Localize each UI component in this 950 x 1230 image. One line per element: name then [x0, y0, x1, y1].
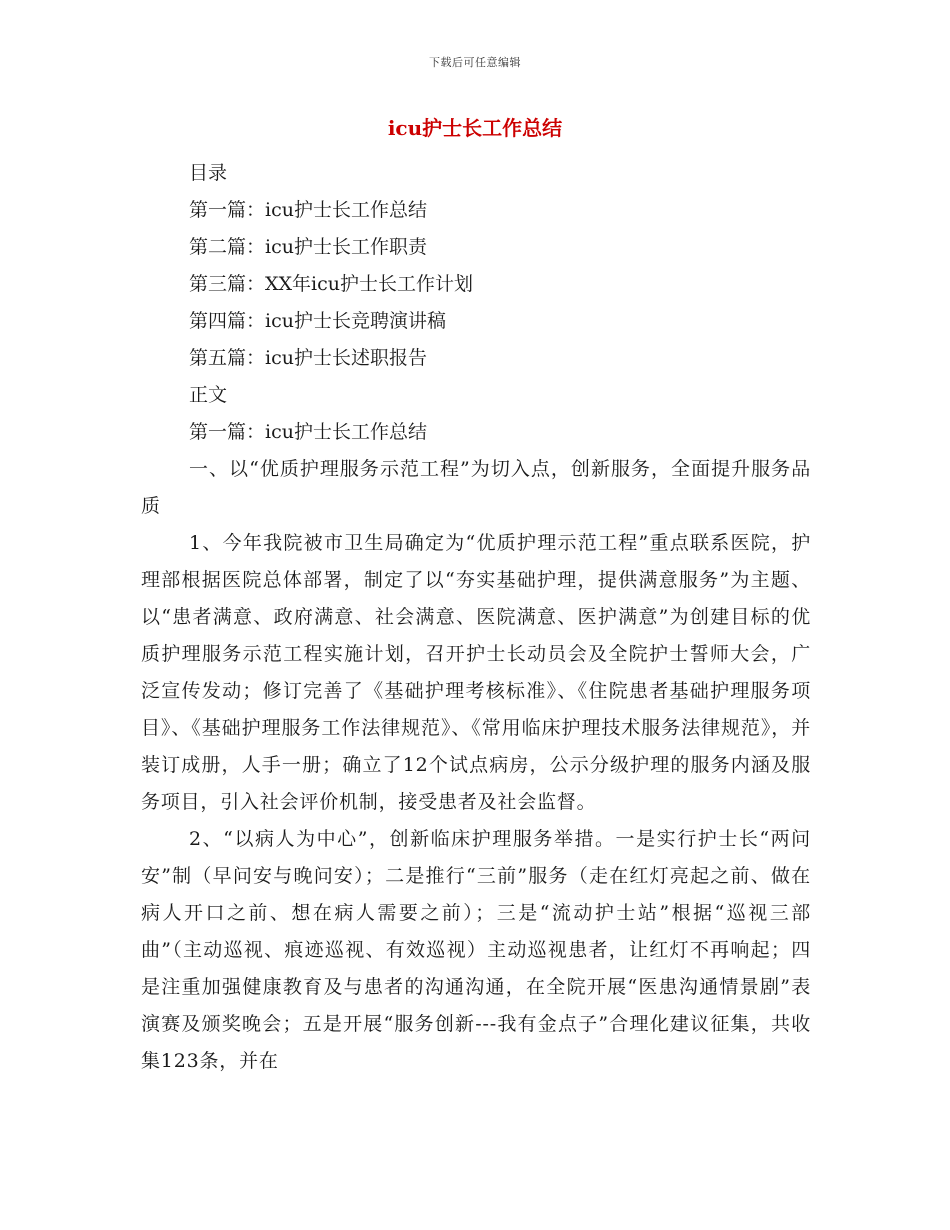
paragraph-1: 一、以“优质护理服务示范工程”为切入点，创新服务，全面提升服务品质 — [141, 458, 811, 517]
toc-item-3: 第三篇：XX年icu护士长工作计划 — [189, 273, 474, 295]
body-heading: 正文 — [189, 384, 228, 406]
toc-heading: 目录 — [189, 162, 228, 184]
paragraph-3: 2、“以病人为中心”，创新临床护理服务举措。一是实行护士长“两问安”制（早问安与晚问安）；二是推行“三前”服务（走在红灯亮起之前、做在病人开口之前、想在病人需要之前）；三是“流动护士站”根据“巡视三部曲”（主动巡视、痕迹巡视、有效巡视）主动巡视患者，让红灯不再响起；四是注重加强健康教育及与患者的沟通沟通，在全院开展“医患沟通情景剧”表演赛及颁奖晚会；五是开展“服务创新---我有金点子”合理化建议征集，共收集123条，并在 — [141, 828, 811, 1072]
document-title: icu护士长工作总结 — [387, 116, 563, 140]
toc-item-2: 第二篇：icu护士长工作职责 — [189, 236, 427, 258]
document-body — [141, 155, 811, 1080]
toc-item-5: 第五篇：icu护士长述职报告 — [189, 347, 427, 369]
toc-item-4: 第四篇：icu护士长竞聘演讲稿 — [189, 310, 446, 332]
page-header-note: 下载后可任意编辑 — [429, 56, 521, 69]
toc-item-1: 第一篇：icu护士长工作总结 — [189, 199, 427, 221]
paragraph-2: 1、今年我院被市卫生局确定为“优质护理示范工程”重点联系医院，护理部根据医院总体部署，制定了以“夯实基础护理，提供满意服务”为主题、以“患者满意、政府满意、社会满意、医院满意、医护满意”为创建目标的优质护理服务示范工程实施计划，召开护士长动员会及全院护士誓师大会，广泛宣传发动；修订完善了《基础护理考核标准》、《住院患者基础护理服务项目》、《基础护理服务工作法律规范》、《常用临床护理技术服务法律规范》，并装订成册，人手一册；确立了12个试点病房，公示分级护理的服务内涵及服务项目，引入社会评价机制，接受患者及社会监督。 — [141, 532, 811, 813]
section-heading: 第一篇：icu护士长工作总结 — [189, 421, 427, 443]
